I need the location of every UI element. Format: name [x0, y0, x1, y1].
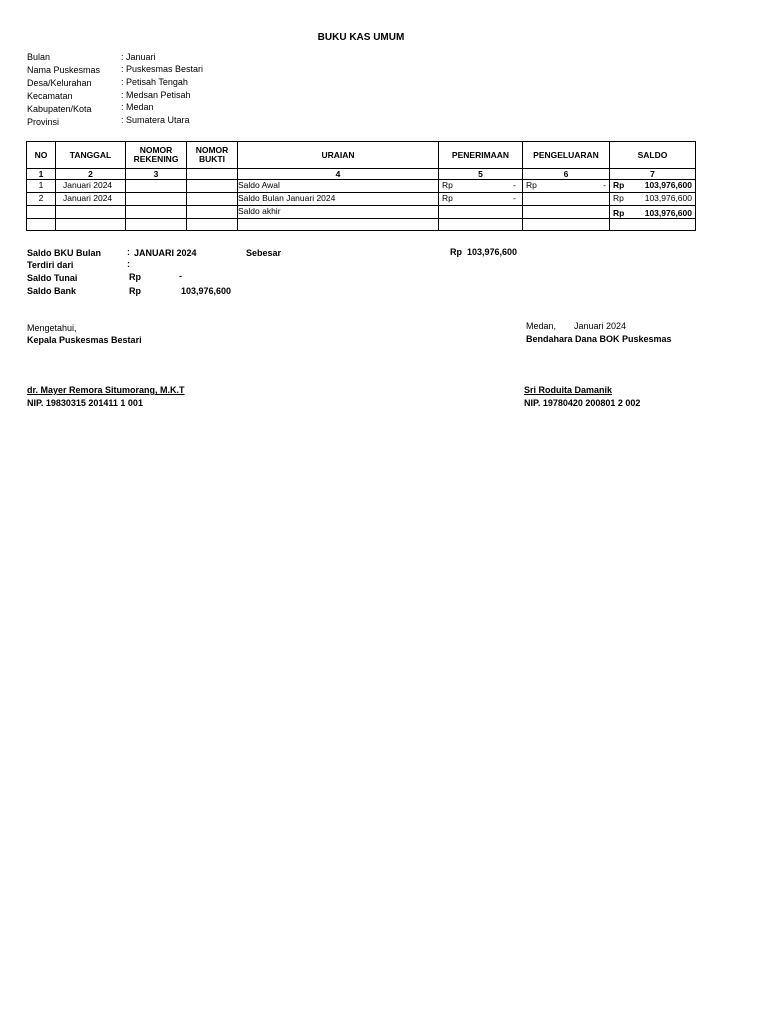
amount-value: -: [603, 180, 606, 190]
info-value-kecamatan: : Medsan Petisah: [121, 90, 191, 100]
info-value-puskesmas: : Puskesmas Bestari: [121, 64, 204, 74]
cell-empty: [126, 219, 187, 231]
cell-no: 2: [27, 193, 56, 206]
saldo-tunai-rp: Rp: [129, 272, 141, 282]
left-signer-role: Kepala Puskesmas Bestari: [27, 335, 142, 345]
header-penerimaan: PENERIMAAN: [439, 142, 523, 169]
cell-saldo: [610, 193, 696, 206]
amount-value: -: [513, 180, 516, 190]
info-value-kabupaten: : Medan: [121, 102, 154, 112]
cell-saldo: [610, 180, 696, 193]
page-title: BUKU KAS UMUM: [317, 32, 405, 43]
cell-uraian: Saldo akhir: [238, 206, 439, 219]
col-number-empty: [187, 169, 238, 180]
cell-bukti: [187, 193, 238, 206]
cell-empty: [610, 219, 696, 231]
header-nomor-rekening-text: NOMOR REKENING: [133, 145, 179, 164]
currency-label: Rp: [442, 180, 453, 190]
header-nomor-bukti: [187, 142, 238, 169]
info-label-provinsi: Provinsi: [27, 117, 60, 127]
table-row-empty: [27, 219, 696, 231]
table-row: [27, 206, 696, 219]
cell-rekening: [126, 206, 187, 219]
col-number: 1: [27, 169, 56, 180]
info-value-bulan: : Januari: [121, 52, 156, 62]
currency-label: Rp: [613, 193, 624, 203]
saldo-bku-month: JANUARI 2024: [134, 248, 197, 258]
col-number: 2: [56, 169, 126, 180]
cell-empty: [56, 219, 126, 231]
amount-value: 103,976,600: [644, 180, 692, 190]
left-signer-name: dr. Mayer Remora Situmorang, M.K.T: [27, 385, 185, 395]
info-label-bulan: Bulan: [27, 52, 51, 62]
terdiri-label: Terdiri dari: [27, 260, 74, 270]
info-value-provinsi: : Sumatera Utara: [121, 115, 190, 125]
col-number: 5: [439, 169, 523, 180]
info-label-desa: Desa/Kelurahan: [27, 78, 92, 88]
greeting-text: Mengetahui,: [27, 323, 77, 333]
right-signer-name: Sri Roduita Damanik: [524, 385, 613, 395]
right-signer-role: Bendahara Dana BOK Puskesmas: [526, 334, 672, 344]
cell-uraian: Saldo Awal: [238, 180, 439, 193]
cell-rekening: [126, 193, 187, 206]
cell-bukti: [187, 180, 238, 193]
cell-empty: [238, 219, 439, 231]
amount-value: -: [513, 193, 516, 203]
sign-date: Januari 2024: [574, 321, 627, 331]
header-nomor-rekening: [126, 142, 187, 169]
cell-tanggal: [56, 206, 126, 219]
cell-penerimaan: [439, 206, 523, 219]
sebesar-label: Sebesar: [246, 248, 282, 258]
sign-place: Medan,: [526, 321, 557, 331]
cell-penerimaan: [439, 193, 523, 206]
currency-label: Rp: [526, 180, 537, 190]
info-label-puskesmas: Nama Puskesmas: [27, 65, 101, 75]
col-number: 7: [610, 169, 696, 180]
cell-saldo: [610, 206, 696, 219]
saldo-tunai-label: Saldo Tunai: [27, 273, 78, 283]
cell-no: 1: [27, 180, 56, 193]
column-number-row: [27, 169, 696, 180]
cell-tanggal: Januari 2024: [56, 193, 126, 206]
col-number: 4: [238, 169, 439, 180]
saldo-bku-label: Saldo BKU Bulan: [27, 248, 102, 258]
saldo-bku-colon: :: [127, 247, 130, 257]
saldo-bank-label: Saldo Bank: [27, 286, 77, 296]
cell-empty: [523, 219, 610, 231]
cell-penerimaan: [439, 180, 523, 193]
cell-uraian: Saldo Bulan Januari 2024: [238, 193, 439, 206]
col-number: 3: [126, 169, 187, 180]
cell-pengeluaran: [523, 180, 610, 193]
saldo-bank-rp: Rp: [129, 286, 141, 296]
cell-pengeluaran: [523, 206, 610, 219]
currency-label: Rp: [613, 208, 625, 218]
table-header-row: [27, 142, 696, 169]
cell-rekening: [126, 180, 187, 193]
info-value-desa: : Petisah Tengah: [121, 77, 188, 87]
col-number: 6: [523, 169, 610, 180]
terdiri-colon: :: [127, 259, 130, 269]
cell-bukti: [187, 206, 238, 219]
cell-tanggal: Januari 2024: [56, 180, 126, 193]
table-row: [27, 180, 696, 193]
header-tanggal: TANGGAL: [56, 142, 126, 169]
cell-empty: [187, 219, 238, 231]
header-pengeluaran: PENGELUARAN: [523, 142, 610, 169]
currency-label: Rp: [613, 180, 625, 190]
info-label-kabupaten: Kabupaten/Kota: [27, 104, 92, 114]
info-label-kecamatan: Kecamatan: [27, 91, 73, 101]
saldo-tunai-value: -: [179, 271, 182, 281]
cash-book-table: [26, 141, 696, 231]
cell-pengeluaran: [523, 193, 610, 206]
saldo-bank-value: 103,976,600: [181, 286, 232, 296]
cell-no: [27, 206, 56, 219]
table-row: [27, 193, 696, 206]
amount-value: 103,976,600: [644, 193, 692, 203]
currency-label: Rp: [442, 193, 453, 203]
cell-empty: [439, 219, 523, 231]
header-saldo: SALDO: [610, 142, 696, 169]
header-nomor-bukti-text: NOMOR BUKTI: [195, 145, 229, 164]
amount-value: 103,976,600: [644, 208, 692, 218]
cell-empty: [27, 219, 56, 231]
header-no: NO: [27, 142, 56, 169]
left-signer-nip: NIP. 19830315 201411 1 001: [27, 398, 143, 408]
sebesar-value: Rp 103,976,600: [450, 247, 518, 257]
right-signer-nip: NIP. 19780420 200801 2 002: [524, 398, 641, 408]
header-uraian: URAIAN: [238, 142, 439, 169]
